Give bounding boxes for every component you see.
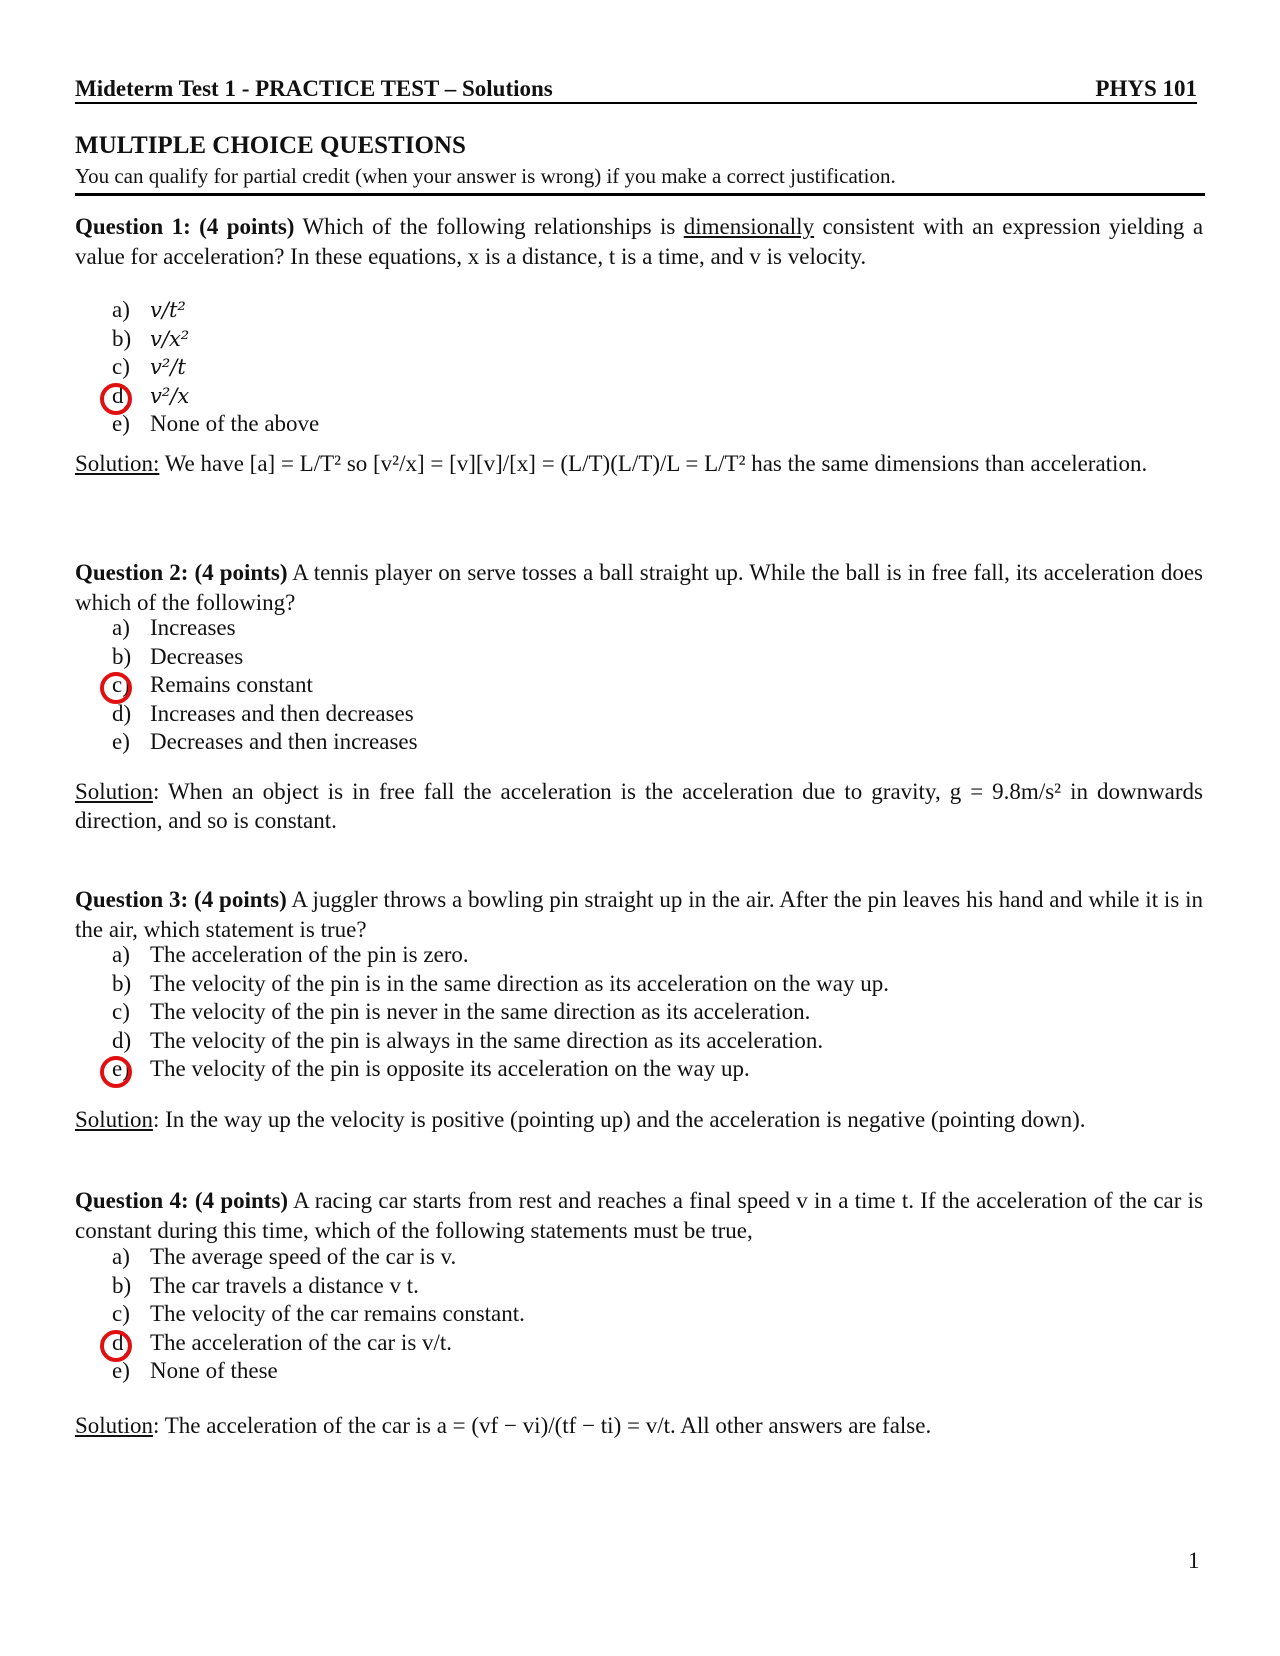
option[interactable]: a) The acceleration of the pin is zero. — [112, 942, 469, 967]
question-label: Question 4: — [75, 1188, 189, 1213]
option[interactable]: e) None of the above — [112, 411, 320, 436]
question-4-solution: Solution: The acceleration of the car is a = (vf − vi)/(tf − ti) = v/t. All other answers are false. — [75, 1413, 932, 1438]
page-number: 1 — [1188, 1548, 1200, 1573]
option[interactable]: b) The velocity of the pin is in the same direction as its acceleration on the way up. — [112, 970, 889, 996]
option[interactable]: d) Increases and then decreases — [112, 700, 414, 726]
question-2-stem: Question 2: (4 points) A tennis player on serve tosses a ball straight up. While the ball is in free fall, its acceleration does which of the following? — [75, 560, 1204, 615]
question-points: (4 points) — [199, 214, 295, 239]
option[interactable]: a) v/t² — [112, 297, 186, 322]
option-selected[interactable]: d) v²/x — [112, 382, 319, 411]
question-3-stem: Question 3: (4 points) A juggler throws a bowling pin straight up in the air. After the pin leaves his hand and while it is in the air, which statement is true? — [75, 887, 1204, 942]
question-3-solution: Solution: In the way up the velocity is positive (pointing up) and the acceleration is negative (pointing down). — [75, 1107, 1086, 1132]
section-title: MULTIPLE CHOICE QUESTIONS — [75, 132, 466, 159]
question-points: (4 points) — [194, 1188, 289, 1213]
question-4-stem: Question 4: (4 points) A racing car starts from rest and reaches a final speed v in a time t. If the acceleration of the car is constant during this time, which of the following statements must be true, — [75, 1188, 1204, 1243]
question-points: (4 points) — [194, 560, 288, 585]
answer-circle-mark — [100, 1056, 132, 1088]
option-selected[interactable]: c) Remains constant — [112, 671, 418, 700]
option[interactable]: e) None of these — [112, 1358, 278, 1383]
question-points: (4 points) — [194, 887, 287, 912]
question-4-options — [112, 1243, 525, 1386]
question-label: Question 2: — [75, 560, 189, 585]
header-title: Mideterm Test 1 - PRACTICE TEST – Solutions — [75, 76, 553, 101]
question-3-options — [112, 941, 889, 1084]
page-header — [75, 74, 1197, 104]
section-note: You can qualify for partial credit (when your answer is wrong) if you make a correct justification. — [75, 164, 1205, 196]
option[interactable]: c) The velocity of the car remains constant. — [112, 1301, 525, 1326]
option[interactable]: b) The car travels a distance v t. — [112, 1272, 419, 1298]
course-code: PHYS 101 — [1095, 76, 1197, 101]
question-label: Question 1: — [75, 214, 191, 239]
option[interactable]: c) v²/t — [112, 354, 186, 379]
question-1-stem: Question 1: (4 points) Which of the following relationships is dimensionally consistent with an expression yielding a value for acceleration? In these equations, x is a distance, t is a time, and v is velocity. — [75, 214, 1204, 269]
option-selected[interactable]: e) The velocity of the pin is opposite its acceleration on the way up. — [112, 1055, 889, 1084]
option[interactable]: a) The average speed of the car is v. — [112, 1244, 457, 1269]
option[interactable]: e) Decreases and then increases — [112, 729, 418, 754]
question-2-solution: Solution: When an object is in free fall the acceleration is the acceleration due to gravity, g = 9.8m/s² in downwards direction, and so is constant. — [75, 779, 1203, 833]
question-1-options — [112, 296, 319, 439]
option[interactable]: b) v/x² — [112, 325, 190, 351]
option[interactable]: a) Increases — [112, 615, 236, 640]
option-selected[interactable]: d) The acceleration of the car is v/t. — [112, 1329, 525, 1358]
option[interactable]: b) Decreases — [112, 643, 244, 669]
question-1-solution: Solution: We have [a] = L/T² so [v²/x] = [v][v]/[x] = (L/T)(L/T)/L = L/T² has the same dimensions than acceleration. — [75, 451, 1148, 476]
option[interactable]: c) The velocity of the pin is never in the same direction as its acceleration. — [112, 999, 811, 1024]
question-label: Question 3: — [75, 887, 189, 912]
question-2-options — [112, 614, 418, 757]
option[interactable]: d) The velocity of the pin is always in the same direction as its acceleration. — [112, 1027, 824, 1053]
